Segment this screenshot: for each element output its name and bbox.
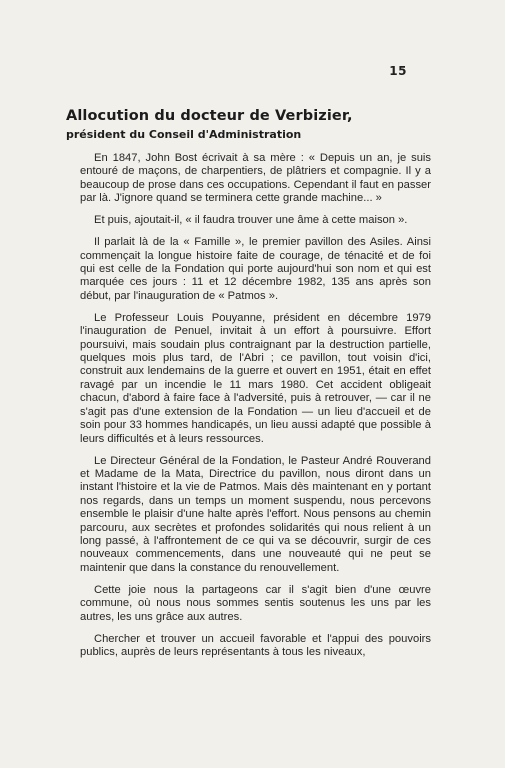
paragraph: Le Directeur Général de la Fondation, le Pasteur André Rouverand et Madame de la Mata, Directrice du pavillon, nous diront dans un instant l'histoire et la vie de Patmos. Mais dès maintenant en y portant nos regards, dans un temps un moment suspendu, nous percevons ensemble le plaisir d'une halte après l'effort. Nous pensons au chemin parcouru, aux secrètes et profondes solidarités qui nous relient à un long passé, à l'affrontement de ce qui va se découvrir, surgir de ces nouveaux commencements, dans une nouveauté qui ne peut se maintenir que dans la constance du renouvellement.	[80, 454, 431, 574]
speech-title: Allocution du docteur de Verbizier,	[66, 108, 353, 124]
speech-subtitle: président du Conseil d'Administration	[66, 128, 302, 141]
paragraph: Et puis, ajoutait-il, « il faudra trouver une âme à cette maison ».	[94, 214, 408, 227]
paragraph: En 1847, John Bost écrivait à sa mère : « Depuis un an, je suis entouré de maçons, de charpentiers, de plâtriers et compagnie. Il y a beaucoup de prose dans ces occupations. Cependant il faut en passer par là. J'ignore quand se terminera cette grande machine... »	[80, 152, 431, 205]
paragraph: Cette joie nous la partageons car il s'agit bien d'une œuvre commune, où nous nous sommes sentis soutenus les uns par les autres, les uns grâce aux autres.	[80, 583, 431, 623]
paragraph: Chercher et trouver un accueil favorable et l'appui des pouvoirs publics, auprès de leurs représentants à tous les niveaux,	[80, 632, 431, 658]
page-number: 15	[389, 64, 407, 78]
speech-heading	[66, 107, 446, 144]
speech-body	[80, 152, 431, 668]
paragraph: Il parlait là de la « Famille », le premier pavillon des Asiles. Ainsi commençait la longue histoire faite de courage, de ténacité et de foi qui est celle de la Fondation qui porte aujourd'hui son nom et qui est marquée ces jours : 11 et 12 décembre 1982, 135 ans après son début, par l'inauguration de « Patmos ».	[80, 236, 431, 302]
paragraph: Le Professeur Louis Pouyanne, président en décembre 1979 l'inauguration de Penuel, invitait à un effort à poursuivre. Effort poursuivi, mais soudain plus contraignant par la destruction partielle, quelques mois plus tard, de l'Abri ; ce pavillon, tout voisin d'ici, construit aux lendemains de la guerre et ouvert en 1951, était en effet ravagé par un incendie le 11 mars 1980. Cet accident obligeait chacun, d'abord à faire face à l'adversité, puis à retrouver, — car il ne s'agit pas d'une extension de la Fondation — un lieu d'accueil et de soin pour 33 hommes handicapés, un lieu aussi adapté que possible à leurs difficultés et à leurs ressources.	[80, 311, 431, 445]
